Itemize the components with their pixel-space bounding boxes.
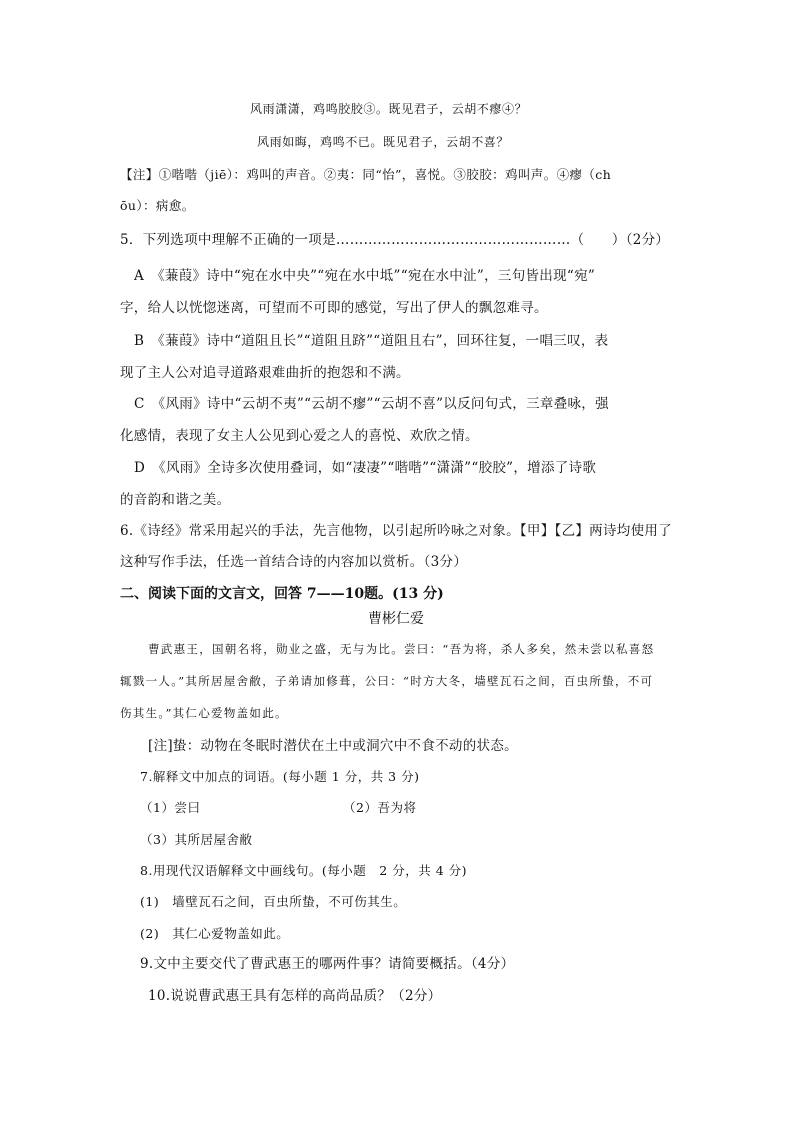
- poem-line-1: 风雨潇潇，鸡鸣胶胶③。既见君子，云胡不瘳④？: [250, 102, 528, 116]
- question-9: 9.文中主要交代了曹武惠王的哪两件事？请简要概括。（4分）: [140, 956, 515, 972]
- option-b-line-2: 现了主人公对追寻道路艰难曲折的抱怨和不满。: [120, 365, 410, 381]
- option-b-line-1: B 《蒹葭》诗中“道阻且长”“道阻且跻”“道阻且右”，回环往复，一唱三叹，表: [134, 333, 609, 349]
- question-5-stem: 5．下列选项中理解不正确的一项是……………………………………………（ ）（2分）: [120, 232, 670, 248]
- option-a-line-1: A 《蒹葭》诗中“宛在水中央”“宛在水中坻”“宛在水中沚”，三句皆出现“宛”: [134, 268, 596, 284]
- question-6-line-1: 6.《诗经》常采用起兴的手法，先言他物，以引起所吟咏之对象。【甲】【乙】两诗均使用了: [120, 523, 672, 539]
- note-line-1: 【注】①喈喈（jiē）：鸡叫的声音。②夷：同“怡”，喜悦。③胶胶：鸡叫声。④瘳（ch: [120, 167, 612, 182]
- question-10: 10.说说曹武惠王具有怎样的高尚品质？（2分）: [148, 988, 442, 1004]
- question-8-stem: 8.用现代汉语解释文中画线句。(每小题 2 分，共 4 分): [140, 863, 468, 878]
- option-d-line-1: D 《风雨》全诗多次使用叠词，如“凄凄”“喈喈”“潇潇”“胶胶”，增添了诗歌: [134, 460, 597, 476]
- option-a-line-2: 字，给人以恍惚迷离，可望而不可即的感觉，写出了伊人的飘忽难寻。: [120, 300, 548, 316]
- question-7-item-1: （1）尝曰: [140, 800, 201, 815]
- passage-line-1: 曹武惠王，国朝名将，勋业之盛，无与为比。尝曰：“吾为将，杀人多矣，然未尝以私喜怒: [148, 642, 655, 656]
- annotation: [注]蛰：动物在冬眠时潜伏在土中或洞穴中不食不动的状态。: [148, 738, 518, 754]
- question-6-line-2: 这种写作手法，任选一首结合诗的内容加以赏析。（3分）: [120, 554, 468, 570]
- option-d-line-2: 的音韵和谐之美。: [120, 492, 231, 508]
- option-c-line-2: 化感情，表现了女主人公见到心爱之人的喜悦、欢欣之情。: [120, 428, 479, 444]
- passage-line-2: 辄戮一人。”其所居屋舍敝，子弟请加修葺，公曰：“时方大冬，墙壁瓦石之间，百虫所蛰，不可: [120, 674, 654, 688]
- question-8-item-2: (2) 其仁心爱物盖如此。: [140, 926, 290, 941]
- question-7-item-3: （3）其所居屋舍敝: [140, 832, 253, 847]
- passage-title: 曹彬仁爱: [368, 611, 424, 627]
- question-7-stem: 7.解释文中加点的词语。(每小题 1 分，共 3 分): [140, 769, 420, 784]
- section-heading: 二、阅读下面的文言文，回答 7——10题。(13 分): [120, 586, 444, 602]
- option-c-line-1: C 《风雨》诗中“云胡不夷”“云胡不瘳”“云胡不喜”以反问句式，三章叠咏，强: [134, 396, 609, 412]
- question-7-item-2: （2）吾为将: [343, 800, 417, 815]
- passage-line-3: 伤其生。”其仁心爱物盖如此。: [120, 706, 288, 720]
- question-8-item-1: (1) 墙壁瓦石之间，百虫所蛰，不可伤其生。: [140, 894, 407, 909]
- poem-line-2: 风雨如晦，鸡鸣不已。既见君子，云胡不喜？: [257, 135, 510, 149]
- note-line-2: ōu）：病愈。: [120, 198, 195, 213]
